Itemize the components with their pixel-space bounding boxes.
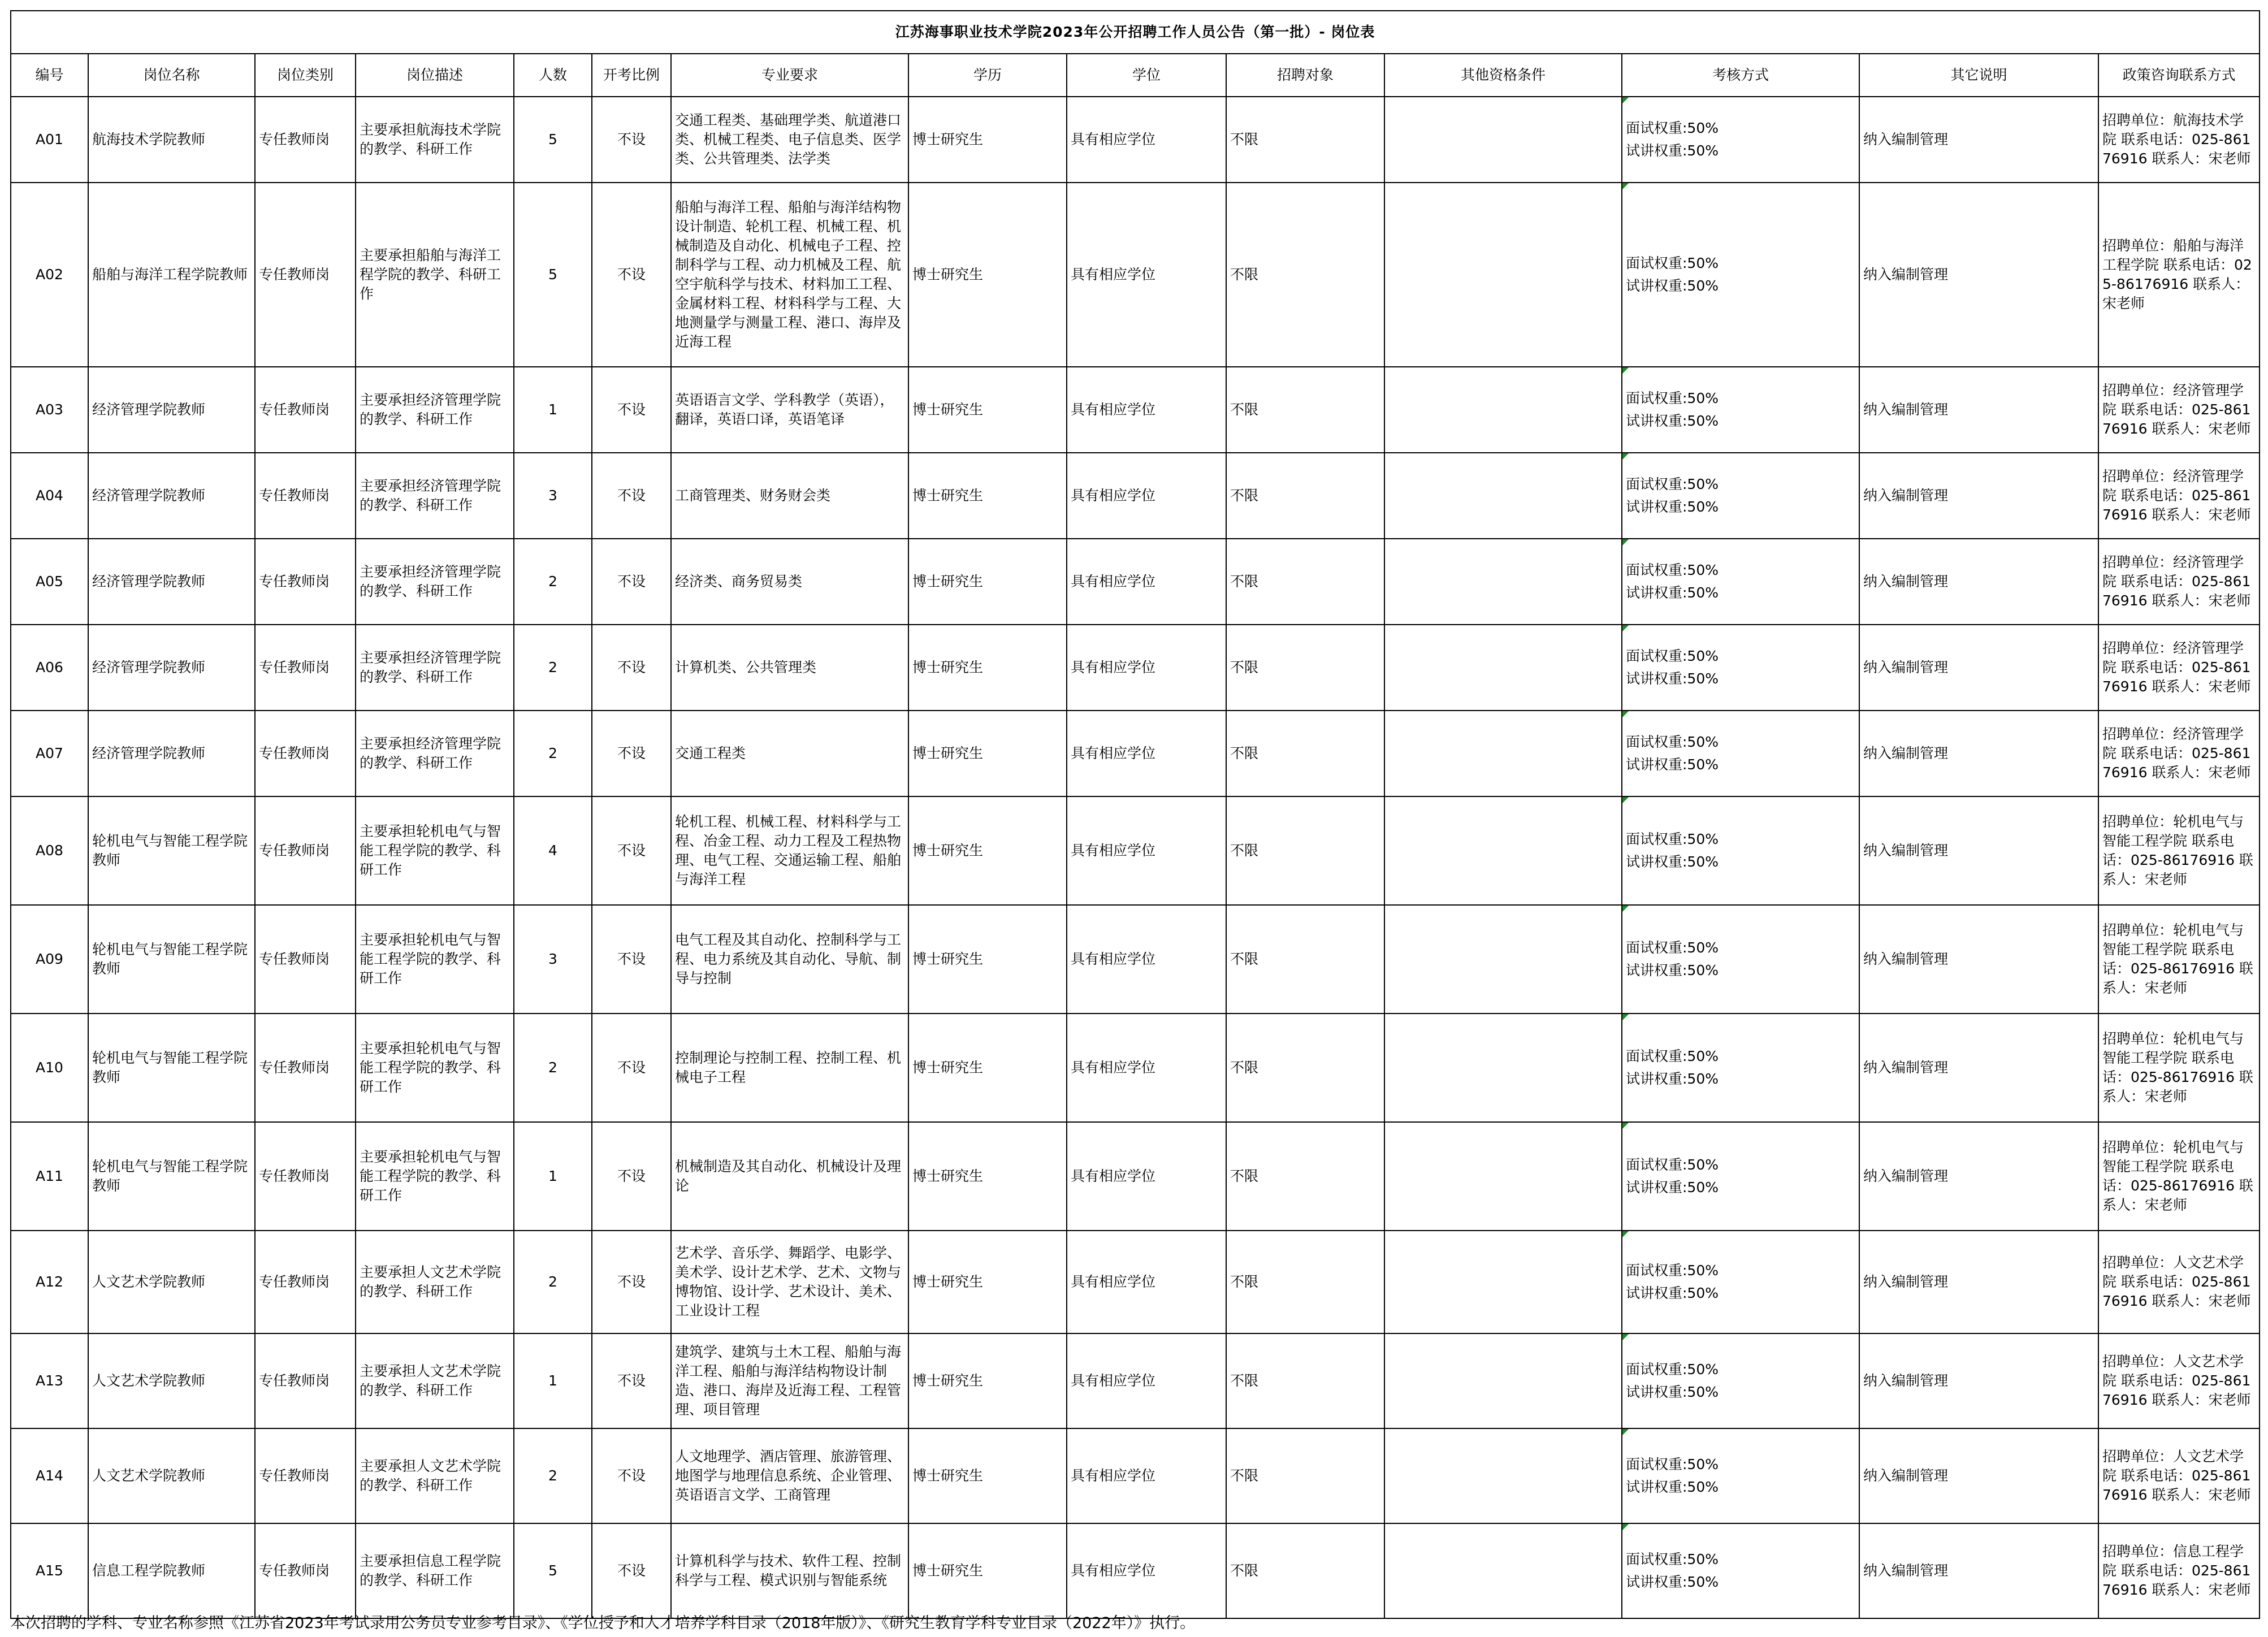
cell-degree: 具有相应学位 <box>1067 453 1226 539</box>
table-row <box>11 1428 2260 1523</box>
cell-note: 纳入编制管理 <box>1859 796 2098 905</box>
cell-degree: 具有相应学位 <box>1067 711 1226 796</box>
cell-category: 专任教师岗 <box>255 1014 356 1122</box>
cell-category: 专任教师岗 <box>255 711 356 796</box>
cell-assessment <box>1622 183 1859 367</box>
header-col-degree: 学位 <box>1067 54 1226 97</box>
cell-note: 纳入编制管理 <box>1859 453 2098 539</box>
cell-target: 不限 <box>1226 1523 1384 1618</box>
cell-id: A05 <box>11 539 88 625</box>
cell-id: A03 <box>11 367 88 453</box>
assessment-line: 试讲权重:50% <box>1626 1574 1719 1590</box>
header-row <box>11 54 2260 97</box>
cell-ratio: 不设 <box>592 183 671 367</box>
cell-other-conditions <box>1384 539 1622 625</box>
job-table <box>10 10 2260 1619</box>
cell-target: 不限 <box>1226 796 1384 905</box>
cell-count: 1 <box>514 367 592 453</box>
table-title: 江苏海事职业技术学院2023年公开招聘工作人员公告（第一批）- 岗位表 <box>11 11 2260 54</box>
assessment-line: 面试权重:50% <box>1626 1551 1719 1567</box>
cell-other-conditions <box>1384 1122 1622 1231</box>
cell-category: 专任教师岗 <box>255 183 356 367</box>
cell-count: 2 <box>514 1428 592 1523</box>
comment-marker-icon <box>1622 453 1629 460</box>
table-row <box>11 97 2260 183</box>
cell-degree: 具有相应学位 <box>1067 1333 1226 1428</box>
cell-id: A04 <box>11 453 88 539</box>
cell-other-conditions <box>1384 97 1622 183</box>
cell-assessment <box>1622 1523 1859 1618</box>
cell-ratio: 不设 <box>592 1231 671 1333</box>
cell-count: 2 <box>514 711 592 796</box>
comment-marker-icon <box>1622 906 1629 912</box>
cell-contact: 招聘单位：轮机电气与智能工程学院 联系电话：025-86176916 联系人：宋老师 <box>2098 1122 2260 1231</box>
assessment-line: 试讲权重:50% <box>1626 584 1719 601</box>
cell-category: 专任教师岗 <box>255 1428 356 1523</box>
cell-education: 博士研究生 <box>908 1122 1067 1231</box>
cell-ratio: 不设 <box>592 711 671 796</box>
table-row <box>11 625 2260 711</box>
cell-description: 主要承担人文艺术学院的教学、科研工作 <box>356 1428 514 1523</box>
cell-major: 工商管理类、财务财会类 <box>671 453 908 539</box>
comment-marker-icon <box>1622 539 1629 545</box>
table-row <box>11 539 2260 625</box>
cell-education: 博士研究生 <box>908 453 1067 539</box>
cell-position-name: 人文艺术学院教师 <box>88 1231 255 1333</box>
table-row <box>11 1014 2260 1122</box>
cell-position-name: 经济管理学院教师 <box>88 625 255 711</box>
cell-id: A01 <box>11 97 88 183</box>
cell-degree: 具有相应学位 <box>1067 1523 1226 1618</box>
cell-note: 纳入编制管理 <box>1859 625 2098 711</box>
comment-marker-icon <box>1622 1123 1629 1129</box>
header-col-name: 岗位名称 <box>88 54 255 97</box>
cell-other-conditions <box>1384 453 1622 539</box>
cell-position-name: 人文艺术学院教师 <box>88 1428 255 1523</box>
cell-count: 3 <box>514 453 592 539</box>
cell-count: 2 <box>514 1231 592 1333</box>
assessment-line: 试讲权重:50% <box>1626 1071 1719 1087</box>
comment-marker-icon <box>1622 1231 1629 1237</box>
cell-other-conditions <box>1384 367 1622 453</box>
header-col-target: 招聘对象 <box>1226 54 1384 97</box>
cell-category: 专任教师岗 <box>255 367 356 453</box>
cell-education: 博士研究生 <box>908 625 1067 711</box>
cell-count: 1 <box>514 1333 592 1428</box>
assessment-line: 面试权重:50% <box>1626 476 1719 492</box>
cell-description: 主要承担人文艺术学院的教学、科研工作 <box>356 1231 514 1333</box>
cell-other-conditions <box>1384 625 1622 711</box>
cell-description: 主要承担经济管理学院的教学、科研工作 <box>356 711 514 796</box>
cell-assessment <box>1622 625 1859 711</box>
cell-id: A15 <box>11 1523 88 1618</box>
cell-degree: 具有相应学位 <box>1067 183 1226 367</box>
cell-contact: 招聘单位：轮机电气与智能工程学院 联系电话：025-86176916 联系人：宋老师 <box>2098 1014 2260 1122</box>
comment-marker-icon <box>1622 367 1629 374</box>
header-col-edu: 学历 <box>908 54 1067 97</box>
cell-target: 不限 <box>1226 905 1384 1014</box>
cell-position-name: 船舶与海洋工程学院教师 <box>88 183 255 367</box>
cell-ratio: 不设 <box>592 1122 671 1231</box>
cell-assessment <box>1622 367 1859 453</box>
header-col-note: 其它说明 <box>1859 54 2098 97</box>
cell-position-name: 经济管理学院教师 <box>88 453 255 539</box>
assessment-line: 试讲权重:50% <box>1626 962 1719 978</box>
comment-marker-icon <box>1622 797 1629 803</box>
cell-ratio: 不设 <box>592 1428 671 1523</box>
footnote: 本次招聘的学科、专业名称参照《江苏省2023年考试录用公务员专业参考目录》、《学位授予和人才培养学科目录（2018年版）》、《研究生教育学科专业目录（2022年）》执行。 <box>10 1614 1196 1632</box>
cell-category: 专任教师岗 <box>255 1231 356 1333</box>
cell-assessment <box>1622 1428 1859 1523</box>
cell-other-conditions <box>1384 1523 1622 1618</box>
cell-contact: 招聘单位：人文艺术学院 联系电话：025-86176916 联系人：宋老师 <box>2098 1231 2260 1333</box>
cell-id: A08 <box>11 796 88 905</box>
assessment-line: 试讲权重:50% <box>1626 413 1719 429</box>
cell-id: A09 <box>11 905 88 1014</box>
cell-target: 不限 <box>1226 97 1384 183</box>
cell-id: A12 <box>11 1231 88 1333</box>
cell-ratio: 不设 <box>592 1523 671 1618</box>
assessment-line: 面试权重:50% <box>1626 831 1719 847</box>
cell-note: 纳入编制管理 <box>1859 97 2098 183</box>
header-col-category: 岗位类别 <box>255 54 356 97</box>
cell-assessment <box>1622 453 1859 539</box>
cell-other-conditions <box>1384 1428 1622 1523</box>
cell-count: 5 <box>514 1523 592 1618</box>
cell-id: A11 <box>11 1122 88 1231</box>
assessment-line: 面试权重:50% <box>1626 734 1719 750</box>
cell-id: A02 <box>11 183 88 367</box>
cell-note: 纳入编制管理 <box>1859 1428 2098 1523</box>
cell-education: 博士研究生 <box>908 367 1067 453</box>
cell-education: 博士研究生 <box>908 711 1067 796</box>
cell-description: 主要承担信息工程学院的教学、科研工作 <box>356 1523 514 1618</box>
cell-education: 博士研究生 <box>908 183 1067 367</box>
cell-assessment <box>1622 1122 1859 1231</box>
table-row <box>11 1231 2260 1333</box>
table-row <box>11 367 2260 453</box>
cell-note: 纳入编制管理 <box>1859 1523 2098 1618</box>
cell-note: 纳入编制管理 <box>1859 905 2098 1014</box>
cell-other-conditions <box>1384 796 1622 905</box>
cell-position-name: 轮机电气与智能工程学院教师 <box>88 796 255 905</box>
cell-description: 主要承担轮机电气与智能工程学院的教学、科研工作 <box>356 1122 514 1231</box>
cell-note: 纳入编制管理 <box>1859 1122 2098 1231</box>
comment-marker-icon <box>1622 625 1629 631</box>
cell-id: A13 <box>11 1333 88 1428</box>
job-table-sheet <box>10 10 2259 1619</box>
cell-education: 博士研究生 <box>908 1231 1067 1333</box>
cell-description: 主要承担轮机电气与智能工程学院的教学、科研工作 <box>356 905 514 1014</box>
header-col-desc: 岗位描述 <box>356 54 514 97</box>
cell-position-name: 经济管理学院教师 <box>88 711 255 796</box>
cell-note: 纳入编制管理 <box>1859 711 2098 796</box>
cell-position-name: 轮机电气与智能工程学院教师 <box>88 1122 255 1231</box>
cell-education: 博士研究生 <box>908 1428 1067 1523</box>
header-col-ratio: 开考比例 <box>592 54 671 97</box>
cell-education: 博士研究生 <box>908 1014 1067 1122</box>
cell-major: 轮机工程、机械工程、材料科学与工程、冶金工程、动力工程及工程热物理、电气工程、交通运输工程、船舶与海洋工程 <box>671 796 908 905</box>
cell-id: A10 <box>11 1014 88 1122</box>
cell-position-name: 信息工程学院教师 <box>88 1523 255 1618</box>
cell-target: 不限 <box>1226 1231 1384 1333</box>
cell-note: 纳入编制管理 <box>1859 1014 2098 1122</box>
cell-description: 主要承担经济管理学院的教学、科研工作 <box>356 453 514 539</box>
cell-contact: 招聘单位：经济管理学院 联系电话：025-86176916 联系人：宋老师 <box>2098 367 2260 453</box>
assessment-line: 面试权重:50% <box>1626 648 1719 664</box>
assessment-line: 试讲权重:50% <box>1626 1384 1719 1400</box>
cell-category: 专任教师岗 <box>255 539 356 625</box>
cell-ratio: 不设 <box>592 97 671 183</box>
header-col-other: 其他资格条件 <box>1384 54 1622 97</box>
table-row <box>11 905 2260 1014</box>
cell-position-name: 轮机电气与智能工程学院教师 <box>88 905 255 1014</box>
assessment-line: 试讲权重:50% <box>1626 499 1719 515</box>
cell-count: 5 <box>514 183 592 367</box>
cell-degree: 具有相应学位 <box>1067 625 1226 711</box>
cell-description: 主要承担航海技术学院的教学、科研工作 <box>356 97 514 183</box>
cell-degree: 具有相应学位 <box>1067 97 1226 183</box>
cell-contact: 招聘单位：经济管理学院 联系电话：025-86176916 联系人：宋老师 <box>2098 453 2260 539</box>
assessment-line: 试讲权重:50% <box>1626 1179 1719 1196</box>
assessment-line: 试讲权重:50% <box>1626 1285 1719 1301</box>
comment-marker-icon <box>1622 1524 1629 1530</box>
cell-contact: 招聘单位：人文艺术学院 联系电话：025-86176916 联系人：宋老师 <box>2098 1428 2260 1523</box>
cell-note: 纳入编制管理 <box>1859 539 2098 625</box>
cell-major: 英语语言文学、学科教学（英语），翻译，英语口译，英语笔译 <box>671 367 908 453</box>
cell-degree: 具有相应学位 <box>1067 1122 1226 1231</box>
table-row <box>11 1333 2260 1428</box>
cell-category: 专任教师岗 <box>255 97 356 183</box>
cell-description: 主要承担经济管理学院的教学、科研工作 <box>356 625 514 711</box>
comment-marker-icon <box>1622 1334 1629 1340</box>
cell-education: 博士研究生 <box>908 796 1067 905</box>
cell-description: 主要承担轮机电气与智能工程学院的教学、科研工作 <box>356 796 514 905</box>
cell-count: 2 <box>514 539 592 625</box>
cell-id: A06 <box>11 625 88 711</box>
cell-note: 纳入编制管理 <box>1859 183 2098 367</box>
cell-assessment <box>1622 1333 1859 1428</box>
header-col-assess: 考核方式 <box>1622 54 1859 97</box>
cell-note: 纳入编制管理 <box>1859 1231 2098 1333</box>
cell-description: 主要承担轮机电气与智能工程学院的教学、科研工作 <box>356 1014 514 1122</box>
table-row <box>11 1122 2260 1231</box>
cell-position-name: 经济管理学院教师 <box>88 539 255 625</box>
cell-contact: 招聘单位：信息工程学院 联系电话：025-86176916 联系人：宋老师 <box>2098 1523 2260 1618</box>
cell-ratio: 不设 <box>592 1333 671 1428</box>
cell-major: 人文地理学、酒店管理、旅游管理、地图学与地理信息系统、企业管理、英语语言文学、工商管理 <box>671 1428 908 1523</box>
cell-degree: 具有相应学位 <box>1067 1231 1226 1333</box>
comment-marker-icon <box>1622 711 1629 717</box>
cell-count: 2 <box>514 1014 592 1122</box>
comment-marker-icon <box>1622 183 1629 189</box>
cell-count: 1 <box>514 1122 592 1231</box>
cell-position-name: 人文艺术学院教师 <box>88 1333 255 1428</box>
cell-major: 建筑学、建筑与土木工程、船舶与海洋工程、船舶与海洋结构物设计制造、港口、海岸及近海工程、工程管理、项目管理 <box>671 1333 908 1428</box>
comment-marker-icon <box>1622 97 1629 103</box>
cell-assessment <box>1622 97 1859 183</box>
cell-major: 电气工程及其自动化、控制科学与工程、电力系统及其自动化、导航、制导与控制 <box>671 905 908 1014</box>
header-col-count: 人数 <box>514 54 592 97</box>
cell-other-conditions <box>1384 183 1622 367</box>
cell-ratio: 不设 <box>592 625 671 711</box>
assessment-line: 面试权重:50% <box>1626 1048 1719 1064</box>
cell-description: 主要承担经济管理学院的教学、科研工作 <box>356 539 514 625</box>
cell-note: 纳入编制管理 <box>1859 367 2098 453</box>
assessment-line: 试讲权重:50% <box>1626 278 1719 294</box>
cell-count: 4 <box>514 796 592 905</box>
cell-category: 专任教师岗 <box>255 1523 356 1618</box>
cell-target: 不限 <box>1226 1122 1384 1231</box>
cell-ratio: 不设 <box>592 367 671 453</box>
cell-assessment <box>1622 796 1859 905</box>
cell-assessment <box>1622 905 1859 1014</box>
cell-ratio: 不设 <box>592 539 671 625</box>
cell-major: 控制理论与控制工程、控制工程、机械电子工程 <box>671 1014 908 1122</box>
cell-target: 不限 <box>1226 711 1384 796</box>
cell-other-conditions <box>1384 1333 1622 1428</box>
assessment-line: 面试权重:50% <box>1626 255 1719 271</box>
cell-count: 3 <box>514 905 592 1014</box>
table-row <box>11 711 2260 796</box>
cell-category: 专任教师岗 <box>255 1122 356 1231</box>
table-row <box>11 1523 2260 1618</box>
assessment-line: 面试权重:50% <box>1626 1456 1719 1473</box>
cell-contact: 招聘单位：经济管理学院 联系电话：025-86176916 联系人：宋老师 <box>2098 625 2260 711</box>
table-body <box>11 97 2260 1618</box>
assessment-line: 试讲权重:50% <box>1626 756 1719 773</box>
cell-contact: 招聘单位：轮机电气与智能工程学院 联系电话：025-86176916 联系人：宋老师 <box>2098 905 2260 1014</box>
table-row <box>11 796 2260 905</box>
cell-category: 专任教师岗 <box>255 905 356 1014</box>
assessment-line: 面试权重:50% <box>1626 562 1719 578</box>
cell-description: 主要承担经济管理学院的教学、科研工作 <box>356 367 514 453</box>
cell-degree: 具有相应学位 <box>1067 367 1226 453</box>
assessment-line: 试讲权重:50% <box>1626 1479 1719 1495</box>
assessment-line: 面试权重:50% <box>1626 120 1719 136</box>
cell-major: 交通工程类、基础理学类、航道港口类、机械工程类、电子信息类、医学类、公共管理类、法学类 <box>671 97 908 183</box>
cell-ratio: 不设 <box>592 905 671 1014</box>
cell-education: 博士研究生 <box>908 905 1067 1014</box>
cell-major: 经济类、商务贸易类 <box>671 539 908 625</box>
cell-assessment <box>1622 711 1859 796</box>
cell-major: 船舶与海洋工程、船舶与海洋结构物设计制造、轮机工程、机械工程、机械制造及自动化、机械电子工程、控制科学与工程、动力机械及工程、航空宇航科学与技术、材料加工工程、金属材料工程、材料科学与工程、大地测量学与测量工程、港口、海岸及近海工程 <box>671 183 908 367</box>
cell-count: 5 <box>514 97 592 183</box>
cell-contact: 招聘单位：经济管理学院 联系电话：025-86176916 联系人：宋老师 <box>2098 539 2260 625</box>
cell-category: 专任教师岗 <box>255 1333 356 1428</box>
cell-education: 博士研究生 <box>908 1523 1067 1618</box>
cell-contact: 招聘单位：人文艺术学院 联系电话：025-86176916 联系人：宋老师 <box>2098 1333 2260 1428</box>
cell-contact: 招聘单位：船舶与海洋工程学院 联系电话：025-86176916 联系人：宋老师 <box>2098 183 2260 367</box>
cell-target: 不限 <box>1226 625 1384 711</box>
cell-other-conditions <box>1384 1231 1622 1333</box>
cell-contact: 招聘单位：轮机电气与智能工程学院 联系电话：025-86176916 联系人：宋老师 <box>2098 796 2260 905</box>
cell-id: A07 <box>11 711 88 796</box>
header-col-contact: 政策咨询联系方式 <box>2098 54 2260 97</box>
cell-position-name: 轮机电气与智能工程学院教师 <box>88 1014 255 1122</box>
comment-marker-icon <box>1622 1429 1629 1435</box>
cell-major: 计算机类、公共管理类 <box>671 625 908 711</box>
cell-target: 不限 <box>1226 367 1384 453</box>
cell-contact: 招聘单位：经济管理学院 联系电话：025-86176916 联系人：宋老师 <box>2098 711 2260 796</box>
assessment-line: 面试权重:50% <box>1626 390 1719 406</box>
cell-category: 专任教师岗 <box>255 796 356 905</box>
assessment-line: 面试权重:50% <box>1626 1262 1719 1279</box>
cell-category: 专任教师岗 <box>255 453 356 539</box>
cell-ratio: 不设 <box>592 1014 671 1122</box>
cell-id: A14 <box>11 1428 88 1523</box>
cell-other-conditions <box>1384 711 1622 796</box>
cell-ratio: 不设 <box>592 796 671 905</box>
cell-contact: 招聘单位：航海技术学院 联系电话：025-86176916 联系人：宋老师 <box>2098 97 2260 183</box>
cell-assessment <box>1622 539 1859 625</box>
cell-education: 博士研究生 <box>908 1333 1067 1428</box>
cell-target: 不限 <box>1226 1333 1384 1428</box>
cell-other-conditions <box>1384 905 1622 1014</box>
cell-description: 主要承担人文艺术学院的教学、科研工作 <box>356 1333 514 1428</box>
cell-ratio: 不设 <box>592 453 671 539</box>
assessment-line: 试讲权重:50% <box>1626 854 1719 870</box>
table-row <box>11 183 2260 367</box>
header-col-id: 编号 <box>11 54 88 97</box>
cell-major: 交通工程类 <box>671 711 908 796</box>
cell-description: 主要承担船舶与海洋工程学院的教学、科研工作 <box>356 183 514 367</box>
cell-degree: 具有相应学位 <box>1067 539 1226 625</box>
cell-target: 不限 <box>1226 539 1384 625</box>
assessment-line: 面试权重:50% <box>1626 1157 1719 1173</box>
cell-major: 计算机科学与技术、软件工程、控制科学与工程、模式识别与智能系统 <box>671 1523 908 1618</box>
cell-degree: 具有相应学位 <box>1067 1014 1226 1122</box>
cell-target: 不限 <box>1226 1014 1384 1122</box>
header-col-major: 专业要求 <box>671 54 908 97</box>
cell-major: 机械制造及其自动化、机械设计及理论 <box>671 1122 908 1231</box>
cell-category: 专任教师岗 <box>255 625 356 711</box>
comment-marker-icon <box>1622 1014 1629 1020</box>
cell-degree: 具有相应学位 <box>1067 796 1226 905</box>
cell-note: 纳入编制管理 <box>1859 1333 2098 1428</box>
cell-education: 博士研究生 <box>908 97 1067 183</box>
cell-assessment <box>1622 1231 1859 1333</box>
cell-major: 艺术学、音乐学、舞蹈学、电影学、美术学、设计艺术学、艺术、文物与博物馆、设计学、艺术设计、美术、工业设计工程 <box>671 1231 908 1333</box>
assessment-line: 试讲权重:50% <box>1626 670 1719 687</box>
cell-education: 博士研究生 <box>908 539 1067 625</box>
cell-target: 不限 <box>1226 1428 1384 1523</box>
cell-assessment <box>1622 1014 1859 1122</box>
cell-target: 不限 <box>1226 183 1384 367</box>
assessment-line: 面试权重:50% <box>1626 939 1719 956</box>
cell-position-name: 经济管理学院教师 <box>88 367 255 453</box>
cell-position-name: 航海技术学院教师 <box>88 97 255 183</box>
cell-target: 不限 <box>1226 453 1384 539</box>
cell-degree: 具有相应学位 <box>1067 1428 1226 1523</box>
assessment-line: 试讲权重:50% <box>1626 142 1719 159</box>
cell-count: 2 <box>514 625 592 711</box>
cell-other-conditions <box>1384 1014 1622 1122</box>
assessment-line: 面试权重:50% <box>1626 1361 1719 1378</box>
table-row <box>11 453 2260 539</box>
cell-degree: 具有相应学位 <box>1067 905 1226 1014</box>
